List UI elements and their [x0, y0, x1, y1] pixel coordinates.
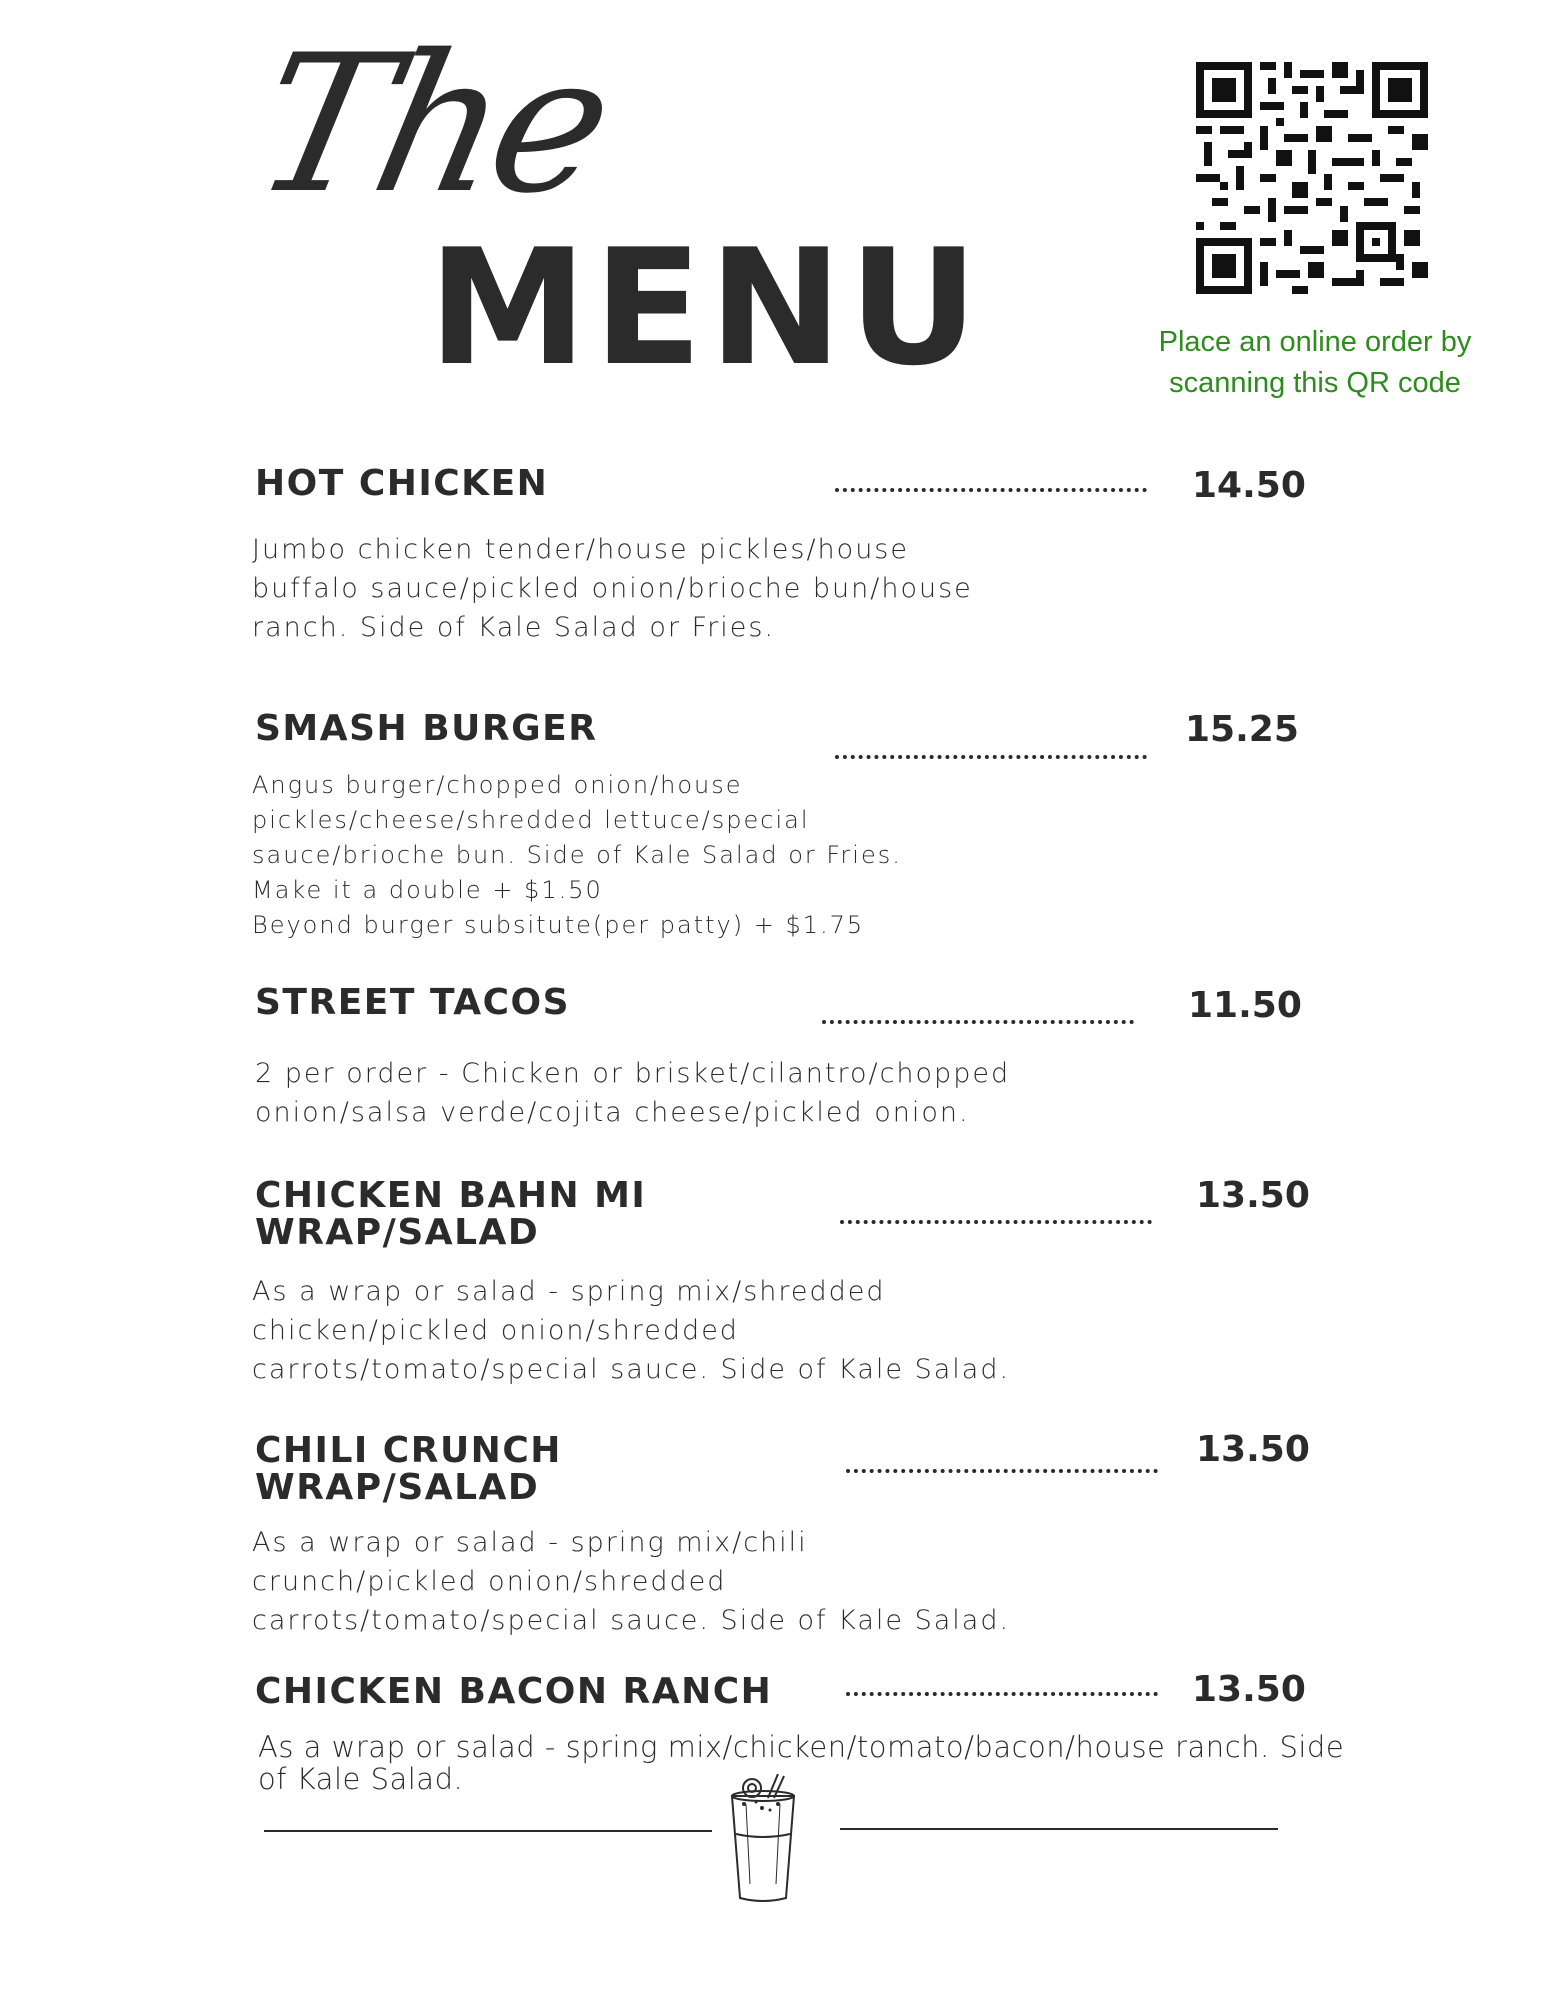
desc-line: 2 per order - Chicken or brisket/cilantro/chopped — [255, 1058, 1011, 1089]
desc-line: buffalo sauce/pickled onion/brioche bun/house — [252, 573, 973, 604]
item-description — [252, 530, 973, 647]
desc-line: As a wrap or salad - spring mix/chili — [252, 1527, 808, 1558]
item-name — [255, 1432, 562, 1506]
item-name — [255, 709, 597, 749]
qr-code-icon[interactable] — [1196, 62, 1428, 294]
item-name — [255, 1177, 646, 1251]
item-price: 13.50 — [1196, 1175, 1310, 1216]
item-description — [252, 1272, 1010, 1389]
item-name — [255, 1672, 772, 1712]
desc-line: carrots/tomato/special sauce. Side of Kale Salad. — [252, 1605, 1011, 1636]
desc-line: onion/salsa verde/cojita cheese/pickled onion. — [255, 1097, 970, 1128]
desc-line: As a wrap or salad - spring mix/shredded — [252, 1276, 886, 1307]
item-price: 11.50 — [1188, 985, 1302, 1026]
item-name-line: HOT CHICKEN — [255, 463, 549, 504]
desc-line: pickles/cheese/shredded lettuce/special — [252, 806, 810, 834]
item-name-line: CHILI CRUNCH — [255, 1430, 562, 1471]
desc-line: Beyond burger subsitute(per patty) + $1.75 — [252, 911, 865, 939]
item-description — [252, 1523, 1010, 1640]
desc-line: chicken/pickled onion/shredded — [252, 1315, 739, 1346]
item-description — [252, 768, 902, 943]
item-price: 13.50 — [1192, 1669, 1306, 1710]
leader-dots — [835, 488, 1147, 492]
item-price: 14.50 — [1192, 465, 1306, 506]
leader-dots — [846, 1469, 1158, 1473]
desc-line: carrots/tomato/special sauce. Side of Kale Salad. — [252, 1354, 1011, 1385]
item-description — [255, 1054, 1010, 1132]
item-name-line: CHICKEN BAHN MI — [255, 1175, 647, 1216]
qr-caption-line: Place an online order by — [1158, 326, 1472, 358]
item-name-line: WRAP/SALAD — [255, 1467, 540, 1508]
desc-line: Make it a double + $1.50 — [252, 876, 603, 904]
desc-line: crunch/pickled onion/shredded — [252, 1566, 727, 1597]
desc-line: ranch. Side of Kale Salad or Fries. — [252, 612, 776, 643]
qr-caption-line: scanning this QR code — [1169, 367, 1461, 399]
desc-line: sauce/brioche bun. Side of Kale Salad or Fries. — [252, 841, 902, 869]
item-name-line: WRAP/SALAD — [255, 1212, 540, 1253]
item-name-line: CHICKEN BACON RANCH — [255, 1671, 773, 1712]
item-name — [255, 983, 570, 1023]
leader-dots — [822, 1020, 1134, 1024]
item-price: 13.50 — [1196, 1429, 1310, 1470]
leader-dots — [846, 1692, 1158, 1696]
item-name-line: SMASH BURGER — [255, 708, 598, 749]
desc-line: Jumbo chicken tender/house pickles/house — [252, 534, 909, 565]
desc-line: As a wrap or salad - spring mix/chicken/tomato/bacon/house ranch. Side — [258, 1730, 1345, 1764]
item-price: 15.25 — [1185, 709, 1299, 750]
title-script-word: The — [238, 14, 624, 235]
desc-line: of Kale Salad. — [258, 1762, 464, 1796]
item-name — [255, 464, 548, 504]
drink-glass-icon — [722, 1774, 804, 1904]
desc-line: Angus burger/chopped onion/house — [252, 771, 743, 799]
page-title: MENU — [428, 214, 985, 401]
footer-rule-right — [840, 1828, 1278, 1830]
footer-rule-left — [264, 1830, 712, 1832]
leader-dots — [835, 755, 1147, 759]
leader-dots — [840, 1220, 1152, 1224]
qr-caption — [1130, 322, 1500, 404]
item-name-line: STREET TACOS — [255, 982, 571, 1023]
